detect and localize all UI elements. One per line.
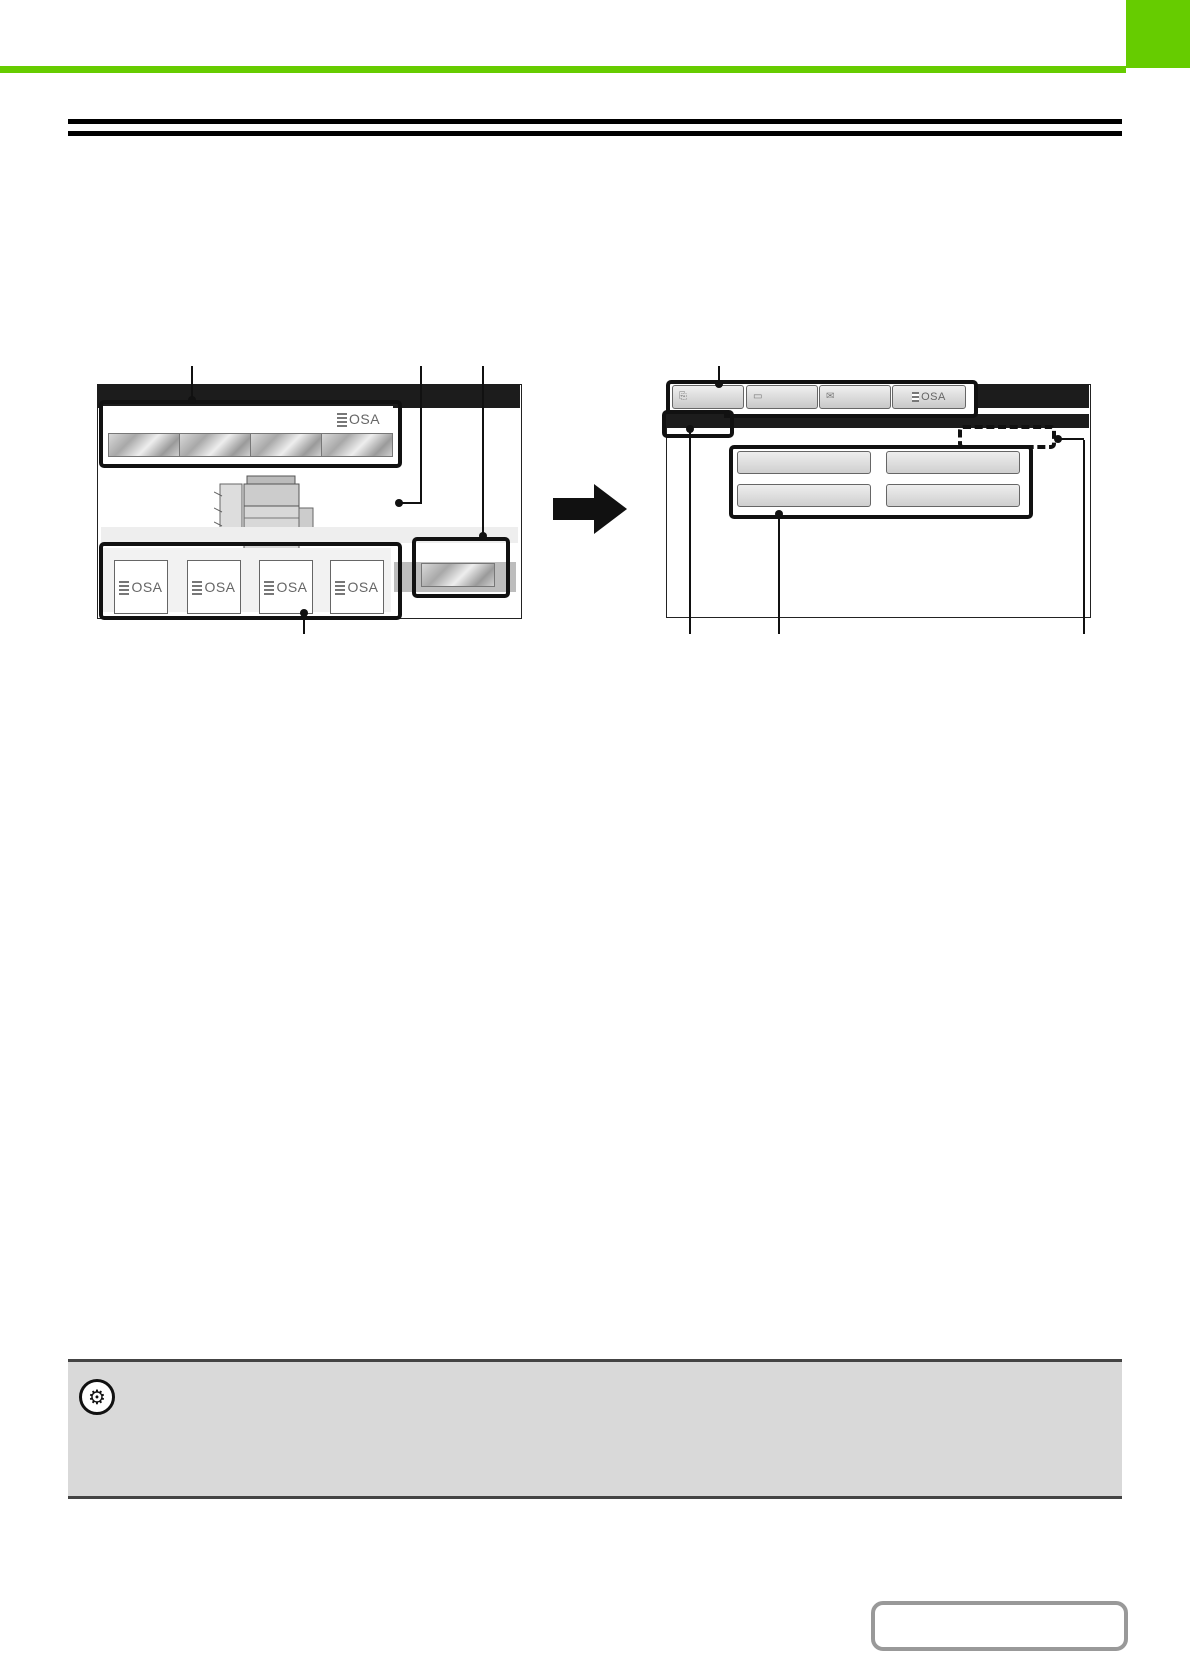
callout-box-sub-tab bbox=[662, 410, 734, 438]
callout-line-3 bbox=[482, 366, 484, 538]
callout-box-side-panel bbox=[412, 537, 510, 598]
contents-button[interactable] bbox=[871, 1601, 1128, 1651]
right-arrow-icon bbox=[553, 498, 595, 520]
callout-line-7 bbox=[778, 514, 780, 634]
title-rule-top bbox=[68, 119, 1122, 124]
callout-dot-2 bbox=[395, 499, 403, 507]
header-tab[interactable] bbox=[1126, 0, 1190, 68]
callout-dot-6 bbox=[686, 425, 694, 433]
callout-dot-5 bbox=[715, 380, 723, 388]
note-box bbox=[68, 1359, 1122, 1499]
copy-icon: ⎘ bbox=[679, 391, 687, 402]
callout-line-1 bbox=[191, 366, 193, 400]
mode-tab-osa-label: OSA bbox=[921, 391, 946, 403]
callout-box-mode-buttons bbox=[729, 445, 1033, 519]
title-rule-bottom bbox=[68, 131, 1122, 136]
callout-line-2-h bbox=[400, 502, 422, 504]
callout-box-banner bbox=[99, 400, 402, 468]
callout-line-4 bbox=[303, 614, 305, 634]
osa-card-4-label: OSA bbox=[347, 578, 379, 595]
callout-line-2 bbox=[420, 366, 422, 504]
header-accent-line bbox=[0, 66, 1126, 73]
scan-icon: ▭ bbox=[753, 391, 763, 402]
osa-card-3-label: OSA bbox=[276, 578, 308, 595]
callout-dot-4 bbox=[300, 609, 308, 617]
osa-card-1-label: OSA bbox=[131, 578, 163, 595]
callout-dot-8 bbox=[1054, 435, 1062, 443]
callout-line-6 bbox=[689, 430, 691, 634]
callout-box-osa-cards bbox=[99, 542, 402, 620]
right-arrow-icon-head bbox=[594, 484, 627, 534]
callout-line-8 bbox=[1083, 440, 1085, 634]
page-header bbox=[0, 0, 1190, 74]
fax-icon: ✉ bbox=[826, 391, 835, 402]
gear-icon: ⚙ bbox=[79, 1379, 115, 1415]
callout-dot-3 bbox=[479, 532, 487, 540]
osa-card-2-label: OSA bbox=[204, 578, 236, 595]
home-banner-logo-text: OSA bbox=[349, 411, 381, 427]
callout-dot-1 bbox=[188, 396, 196, 404]
callout-dot-7 bbox=[775, 510, 783, 518]
